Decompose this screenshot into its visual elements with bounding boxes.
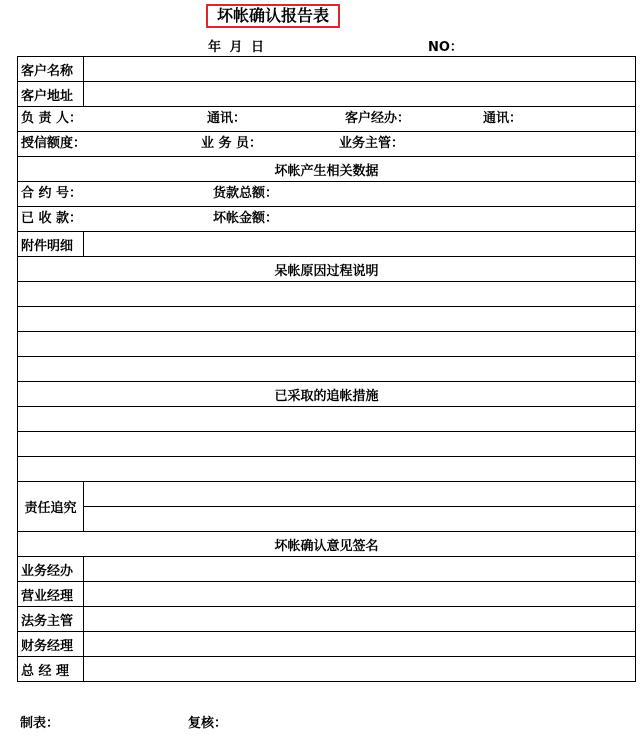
- received-label: 已 收 款：: [21, 211, 83, 226]
- signature-row: [18, 632, 636, 657]
- measures-line: [18, 457, 636, 482]
- signer-label: 财务经理: [18, 632, 84, 657]
- signature-field[interactable]: [84, 632, 636, 657]
- contract-no-label: 合 约 号：: [21, 186, 83, 201]
- client-address-label: 客户地址: [18, 82, 84, 107]
- salesperson-label: 业 务 员：: [201, 136, 263, 151]
- attachments-label: 附件明细: [18, 232, 84, 257]
- signature-row: [18, 557, 636, 582]
- contacts-row: [18, 107, 636, 132]
- received-row: [18, 207, 636, 232]
- reason-line: [18, 332, 636, 357]
- contract-row: [18, 182, 636, 207]
- signature-row: [18, 607, 636, 632]
- section-reason: [18, 257, 636, 282]
- sales-manager-label: 业务主管：: [339, 136, 405, 151]
- reason-line: [18, 357, 636, 382]
- contract-cell[interactable]: [18, 182, 636, 207]
- section-reason-title: 呆帐原因过程说明: [18, 257, 636, 282]
- form-title: 坏帐确认报告表: [206, 4, 340, 28]
- reason-line-field[interactable]: [18, 357, 636, 382]
- measures-line: [18, 432, 636, 457]
- signer-label: 总 经 理: [18, 657, 84, 682]
- responsibility-field[interactable]: [84, 482, 636, 507]
- credit-row: [18, 132, 636, 157]
- credit-limit-label: 授信额度：: [21, 136, 87, 151]
- client-name-field[interactable]: [84, 57, 636, 82]
- measures-line: [18, 407, 636, 432]
- prepared-by-label: 制表：: [20, 716, 60, 731]
- section-signatures: [18, 532, 636, 557]
- comm-label-2: 通讯：: [483, 111, 523, 126]
- responsibility-field[interactable]: [84, 507, 636, 532]
- responsibility-row: [18, 507, 636, 532]
- responsibility-label: 责任追究: [18, 482, 84, 532]
- signature-field[interactable]: [84, 557, 636, 582]
- signer-label: 业务经办: [18, 557, 84, 582]
- client-name-row: [18, 57, 636, 82]
- responsibility-row: [18, 482, 636, 507]
- reason-line-field[interactable]: [18, 307, 636, 332]
- measures-line-field[interactable]: [18, 432, 636, 457]
- bad-debt-amount-label: 坏帐金额：: [213, 211, 279, 226]
- total-amount-label: 货款总额：: [213, 186, 279, 201]
- section-related-data: [18, 157, 636, 182]
- section-signatures-title: 坏帐确认意见签名: [18, 532, 636, 557]
- section-measures: [18, 382, 636, 407]
- signer-label: 营业经理: [18, 582, 84, 607]
- signer-label: 法务主管: [18, 607, 84, 632]
- signature-row: [18, 582, 636, 607]
- contacts-cell[interactable]: [18, 107, 636, 132]
- attachments-row: [18, 232, 636, 257]
- reason-line: [18, 282, 636, 307]
- credit-cell[interactable]: [18, 132, 636, 157]
- signature-field[interactable]: [84, 582, 636, 607]
- measures-line-field[interactable]: [18, 457, 636, 482]
- signature-row: [18, 657, 636, 682]
- reviewed-by-label: 复核：: [188, 716, 228, 731]
- client-address-row: [18, 82, 636, 107]
- form-number-label: NO：: [428, 40, 463, 55]
- reason-line-field[interactable]: [18, 332, 636, 357]
- client-address-field[interactable]: [84, 82, 636, 107]
- attachments-field[interactable]: [84, 232, 636, 257]
- comm-label-1: 通讯：: [207, 111, 247, 126]
- section-measures-title: 已采取的追帐措施: [18, 382, 636, 407]
- client-name-label: 客户名称: [18, 57, 84, 82]
- date-line: 年 月 日: [208, 40, 267, 55]
- reason-line: [18, 307, 636, 332]
- received-cell[interactable]: [18, 207, 636, 232]
- person-in-charge-label: 负 责 人：: [21, 111, 83, 126]
- reason-line-field[interactable]: [18, 282, 636, 307]
- signature-field[interactable]: [84, 607, 636, 632]
- client-handler-label: 客户经办：: [345, 111, 411, 126]
- measures-line-field[interactable]: [18, 407, 636, 432]
- section-related-data-title: 坏帐产生相关数据: [18, 157, 636, 182]
- bad-debt-form: [17, 56, 636, 682]
- signature-field[interactable]: [84, 657, 636, 682]
